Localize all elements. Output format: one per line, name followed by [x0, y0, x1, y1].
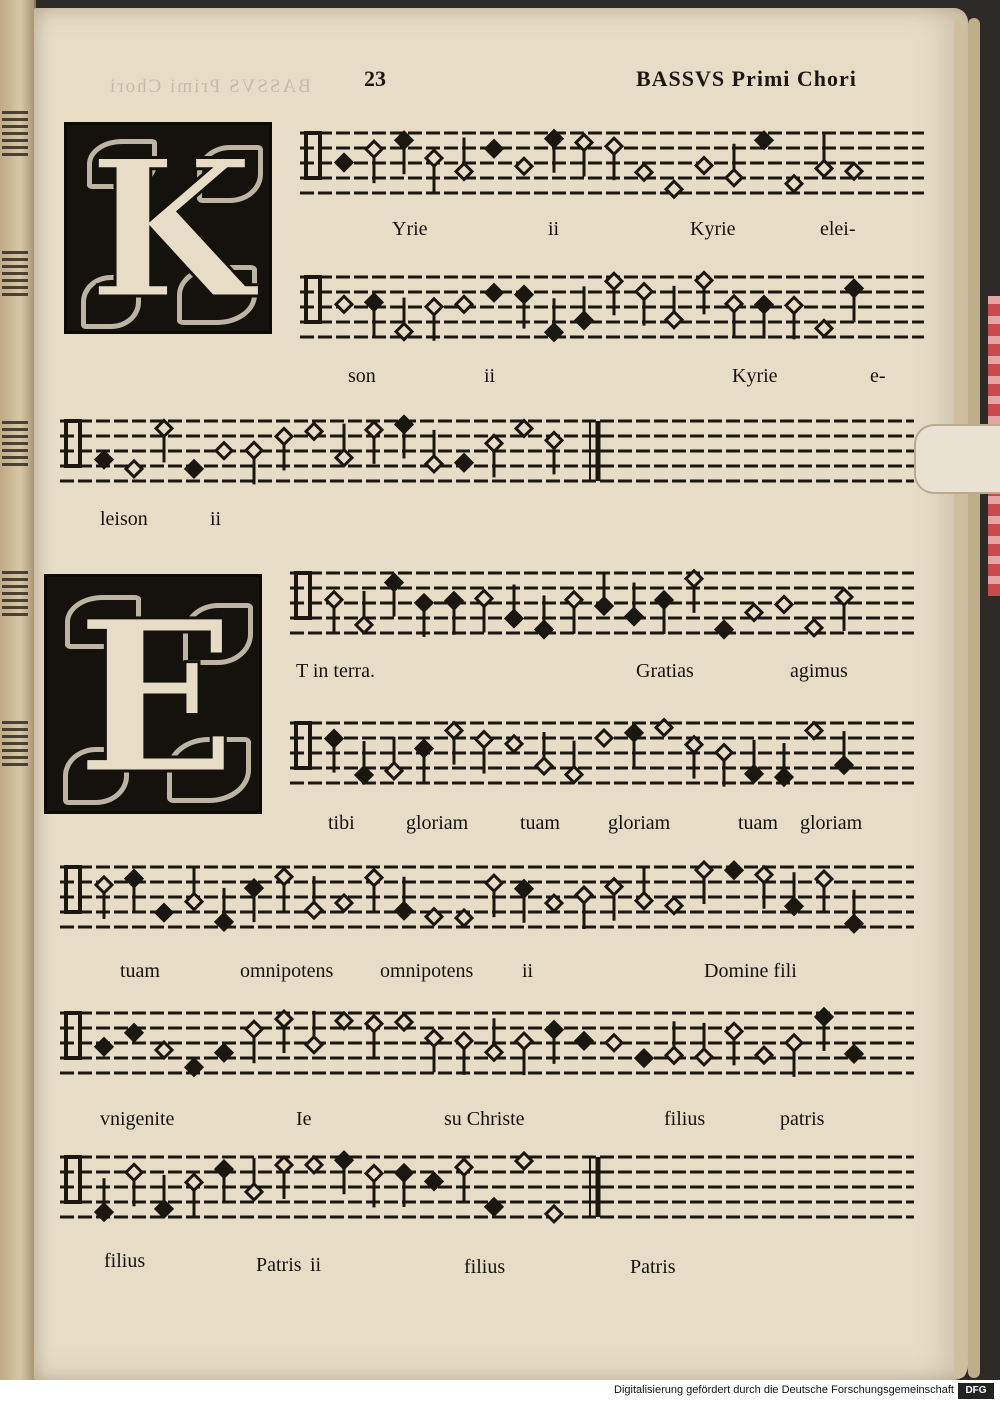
note — [756, 1047, 772, 1063]
digitization-footer — [0, 1380, 1000, 1403]
note — [276, 1157, 292, 1199]
lyric: omnipotens — [240, 960, 334, 982]
initial-letter: K — [88, 122, 254, 334]
note — [306, 1157, 322, 1173]
music-staff — [60, 998, 914, 1088]
note — [836, 589, 852, 631]
music-staff — [60, 852, 914, 942]
note — [126, 1164, 142, 1206]
note — [426, 299, 442, 341]
note — [126, 461, 142, 477]
note — [276, 869, 292, 911]
note — [356, 741, 372, 783]
note — [806, 723, 822, 739]
note — [396, 298, 412, 340]
lyric: Yrie — [392, 218, 428, 240]
note — [246, 442, 262, 484]
note — [386, 574, 402, 616]
lyric: tuam — [738, 812, 778, 834]
lyric: ii — [522, 960, 534, 982]
music-staff — [300, 262, 924, 352]
note — [776, 743, 792, 785]
music-staff — [60, 406, 914, 496]
note — [666, 181, 682, 197]
note — [576, 135, 592, 177]
note — [486, 435, 502, 477]
lyric: leison — [100, 508, 148, 530]
lyric: tuam — [520, 812, 560, 834]
note — [126, 871, 142, 913]
note — [516, 1033, 532, 1075]
note — [386, 737, 402, 779]
note — [156, 420, 172, 462]
note — [546, 131, 562, 173]
note — [366, 294, 382, 336]
lyric: e- — [870, 365, 886, 387]
note — [356, 591, 372, 633]
facing-page-fragment — [2, 570, 28, 616]
note — [576, 887, 592, 929]
note — [276, 1011, 292, 1053]
note — [606, 273, 622, 315]
clef — [306, 133, 320, 178]
note — [786, 1035, 802, 1077]
clef — [66, 421, 80, 466]
lyric: agimus — [790, 660, 848, 682]
note — [686, 571, 702, 613]
note — [276, 428, 292, 470]
note — [366, 1016, 382, 1058]
lyric: su Christe — [444, 1108, 525, 1130]
note — [566, 741, 582, 783]
note — [816, 871, 832, 913]
lyric: gloriam — [406, 812, 469, 834]
note — [516, 158, 532, 174]
note — [726, 296, 742, 338]
page-number: 23 — [364, 66, 386, 91]
note — [636, 867, 652, 909]
note — [596, 730, 612, 746]
note — [216, 1161, 232, 1203]
lyric: filius — [464, 1256, 506, 1278]
note — [336, 1013, 352, 1029]
note — [546, 432, 562, 474]
facing-page-edge — [0, 0, 36, 1380]
lyric: Ie — [296, 1108, 312, 1130]
note — [426, 150, 442, 192]
note — [636, 284, 652, 326]
note — [456, 1159, 472, 1201]
note — [186, 868, 202, 910]
note — [476, 590, 492, 632]
note — [656, 592, 672, 634]
note — [336, 424, 352, 466]
note — [396, 132, 412, 174]
note — [756, 867, 772, 909]
note — [186, 461, 202, 477]
facing-page-fragment — [2, 720, 28, 766]
note — [456, 455, 472, 471]
lyric: omnipotens — [380, 960, 474, 982]
note — [246, 1158, 262, 1200]
note — [506, 585, 522, 627]
note — [606, 879, 622, 921]
music-staff — [290, 558, 914, 648]
note — [846, 280, 862, 322]
music-staff — [300, 118, 924, 208]
lyric: son — [348, 365, 376, 387]
lyric: ii — [310, 1254, 322, 1276]
note — [636, 1050, 652, 1066]
lyric: vnigenite — [100, 1108, 175, 1130]
note — [606, 1035, 622, 1051]
voice-title: BASSVS Primi Chori — [636, 66, 857, 91]
music-staff — [60, 1142, 914, 1232]
clef — [296, 573, 310, 618]
note — [716, 621, 732, 637]
page-clip — [914, 424, 1000, 494]
lyric: tibi — [328, 812, 355, 834]
note — [366, 870, 382, 912]
clef — [296, 723, 310, 768]
note — [816, 1009, 832, 1051]
note — [746, 740, 762, 782]
note — [486, 1018, 502, 1060]
note — [336, 154, 352, 170]
note — [246, 880, 262, 922]
note — [716, 745, 732, 787]
note — [686, 737, 702, 779]
page-edge — [954, 18, 966, 1378]
dfg-logo: DFG — [958, 1383, 994, 1399]
lyric: Gratias — [636, 660, 694, 682]
note — [186, 1174, 202, 1216]
note — [756, 132, 772, 148]
lyric: Kyrie — [732, 365, 778, 387]
page-edge — [968, 18, 980, 1378]
funding-credit: Digitalisierung gefördert durch die Deutsche Forschungsgemeinschaft — [614, 1384, 954, 1396]
facing-page-fragment — [2, 420, 28, 466]
facing-page-fragment — [2, 250, 28, 296]
note — [516, 881, 532, 923]
note — [306, 1011, 322, 1053]
note — [626, 725, 642, 767]
clef — [306, 277, 320, 322]
lyric: filius — [664, 1108, 706, 1130]
lyric: filius — [104, 1250, 146, 1272]
note — [446, 723, 462, 765]
bleed-through-text: BASSVS Primi Chori — [108, 76, 311, 97]
note — [696, 158, 712, 174]
note — [456, 138, 472, 180]
note — [596, 572, 612, 614]
note — [516, 420, 532, 436]
note — [546, 298, 562, 340]
lyric: Patris — [256, 1254, 302, 1276]
note — [216, 443, 232, 459]
note — [416, 595, 432, 637]
note — [156, 1175, 172, 1217]
note — [756, 297, 772, 339]
lyric: elei- — [820, 218, 856, 240]
note — [326, 592, 342, 634]
clef — [66, 867, 80, 912]
note — [426, 1030, 442, 1072]
note — [446, 593, 462, 635]
lyric: ii — [548, 218, 560, 240]
note — [486, 141, 502, 157]
lyric: gloriam — [800, 812, 863, 834]
note — [816, 135, 832, 177]
lyric: Domine fili — [704, 960, 797, 982]
decorated-initial-e — [44, 574, 262, 814]
facing-page-fragment — [2, 110, 28, 156]
lyric: tuam — [120, 960, 160, 982]
lyric: patris — [780, 1108, 825, 1130]
note — [456, 1033, 472, 1075]
note — [546, 1206, 562, 1222]
note — [726, 862, 742, 878]
initial-letter: E — [75, 574, 237, 814]
note — [786, 297, 802, 339]
clef — [66, 1013, 80, 1058]
note — [456, 296, 472, 312]
clef — [66, 1157, 80, 1202]
note — [786, 872, 802, 914]
note — [726, 144, 742, 186]
note — [96, 1039, 112, 1055]
music-staff — [290, 708, 914, 798]
note — [416, 741, 432, 783]
lyric: ii — [210, 508, 222, 530]
lyric: Patris — [630, 1256, 676, 1278]
decorated-initial-k — [64, 122, 272, 334]
lyric: ii — [484, 365, 496, 387]
note — [486, 285, 502, 301]
lyric: T in terra. — [296, 660, 376, 682]
lyric: Kyrie — [690, 218, 736, 240]
note — [216, 888, 232, 930]
note — [776, 596, 792, 612]
note — [336, 296, 352, 312]
note — [366, 422, 382, 464]
note — [156, 905, 172, 921]
note — [576, 1033, 592, 1049]
lyric: gloriam — [608, 812, 671, 834]
note — [516, 1153, 532, 1169]
note — [606, 138, 622, 180]
note — [566, 592, 582, 634]
note — [96, 1178, 112, 1220]
